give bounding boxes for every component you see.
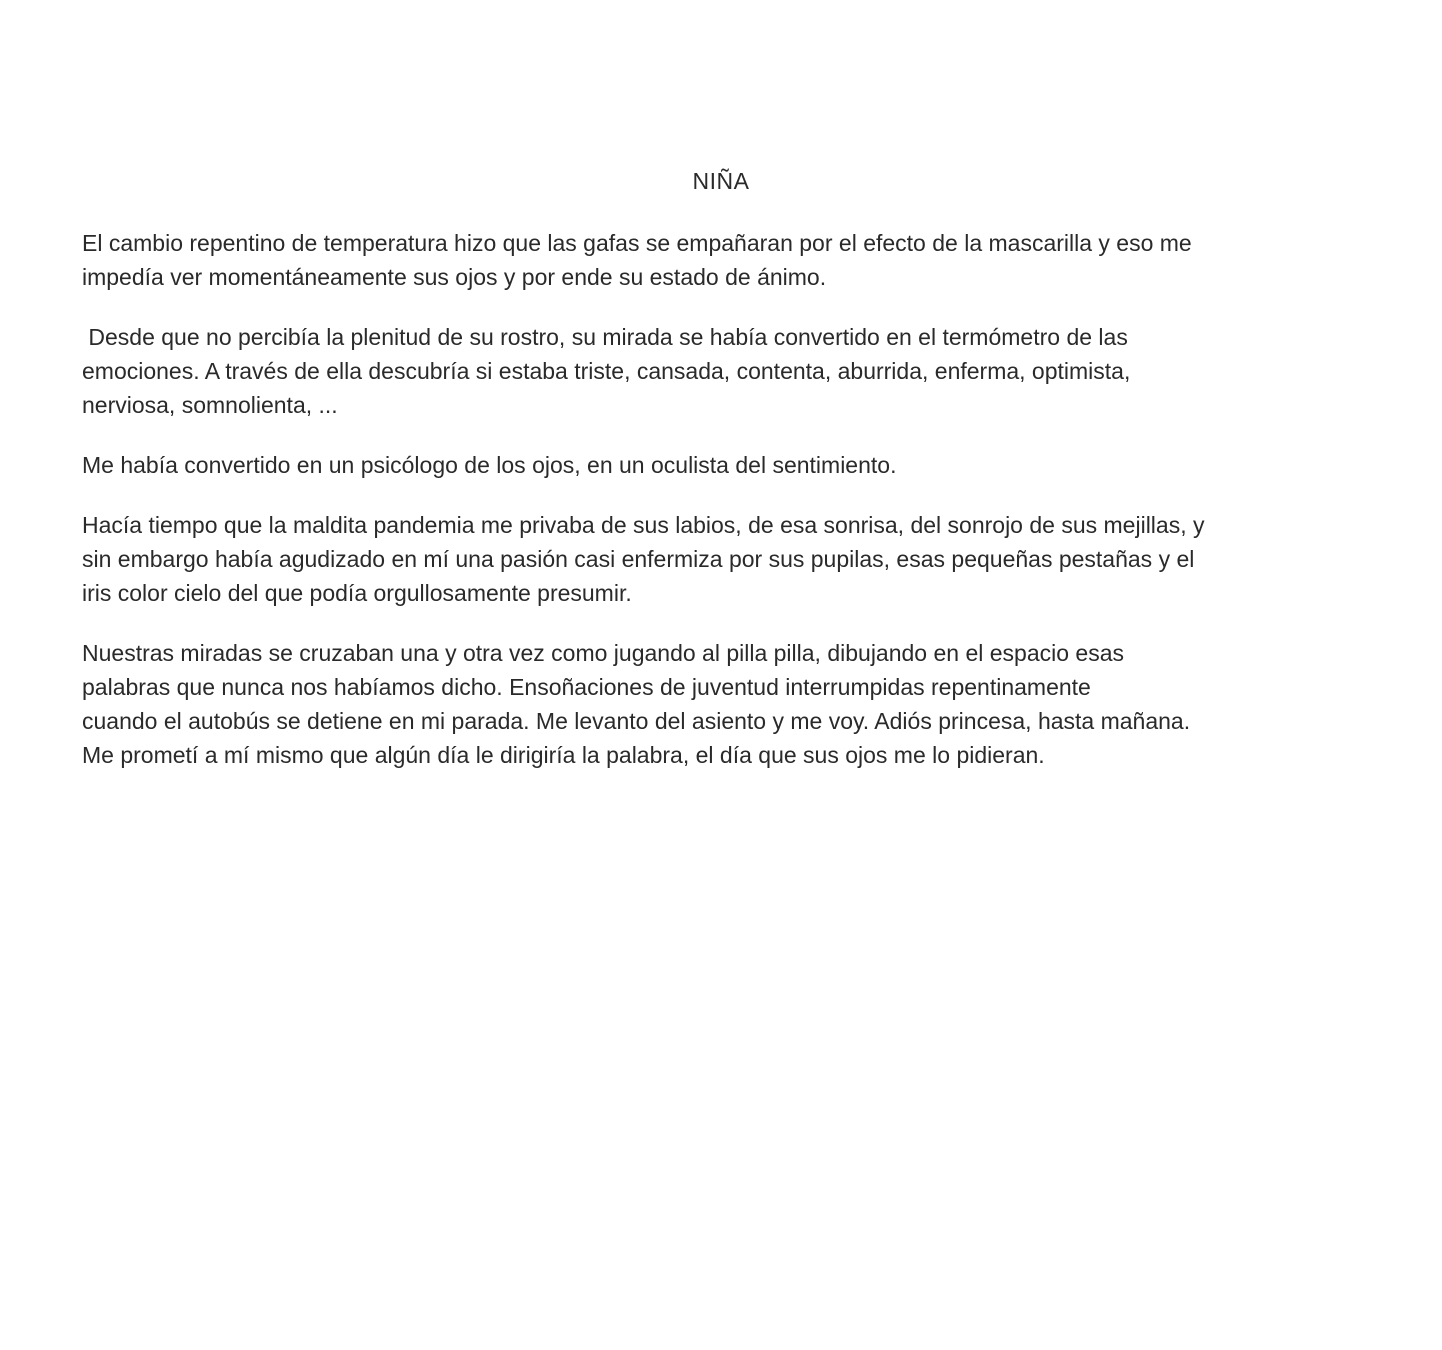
paragraph-line: Desde que no percibía la plenitud de su rostro, su mirada se había convertido en el termómetro de las bbox=[82, 324, 1128, 350]
paragraph-5 bbox=[82, 636, 1372, 772]
paragraph-2 bbox=[82, 320, 1372, 422]
paragraph-line: iris color cielo del que podía orgullosamente presumir. bbox=[82, 580, 632, 606]
document-body bbox=[82, 226, 1372, 772]
paragraph-line: Me prometí a mí mismo que algún día le dirigiría la palabra, el día que sus ojos me lo pidieran. bbox=[82, 742, 1045, 768]
paragraph-line: Nuestras miradas se cruzaban una y otra vez como jugando al pilla pilla, dibujando en el espacio esas bbox=[82, 640, 1124, 666]
paragraph-line: impedía ver momentáneamente sus ojos y por ende su estado de ánimo. bbox=[82, 264, 827, 290]
paragraph-line: palabras que nunca nos habíamos dicho. Ensoñaciones de juventud interrumpidas repentinamente bbox=[82, 674, 1091, 700]
paragraph-1 bbox=[82, 226, 1372, 294]
document-title: NIÑA bbox=[692, 168, 750, 194]
paragraph-4 bbox=[82, 508, 1372, 610]
paragraph-3 bbox=[82, 448, 1372, 482]
paragraph-line: El cambio repentino de temperatura hizo que las gafas se empañaran por el efecto de la mascarilla y eso me bbox=[82, 230, 1192, 256]
paragraph-line: nerviosa, somnolienta, ... bbox=[82, 392, 338, 418]
paragraph-line: sin embargo había agudizado en mí una pasión casi enfermiza por sus pupilas, esas pequeñas pestañas y el bbox=[82, 546, 1195, 572]
paragraph-line: Me había convertido en un psicólogo de los ojos, en un oculista del sentimiento. bbox=[82, 452, 897, 478]
paragraph-line: Hacía tiempo que la maldita pandemia me privaba de sus labios, de esa sonrisa, del sonrojo de sus mejillas, y bbox=[82, 512, 1205, 538]
paragraph-line: cuando el autobús se detiene en mi parada. Me levanto del asiento y me voy. Adiós princesa, hasta mañana. bbox=[82, 708, 1191, 734]
paragraph-line: emociones. A través de ella descubría si estaba triste, cansada, contenta, aburrida, enferma, optimista, bbox=[82, 358, 1131, 384]
